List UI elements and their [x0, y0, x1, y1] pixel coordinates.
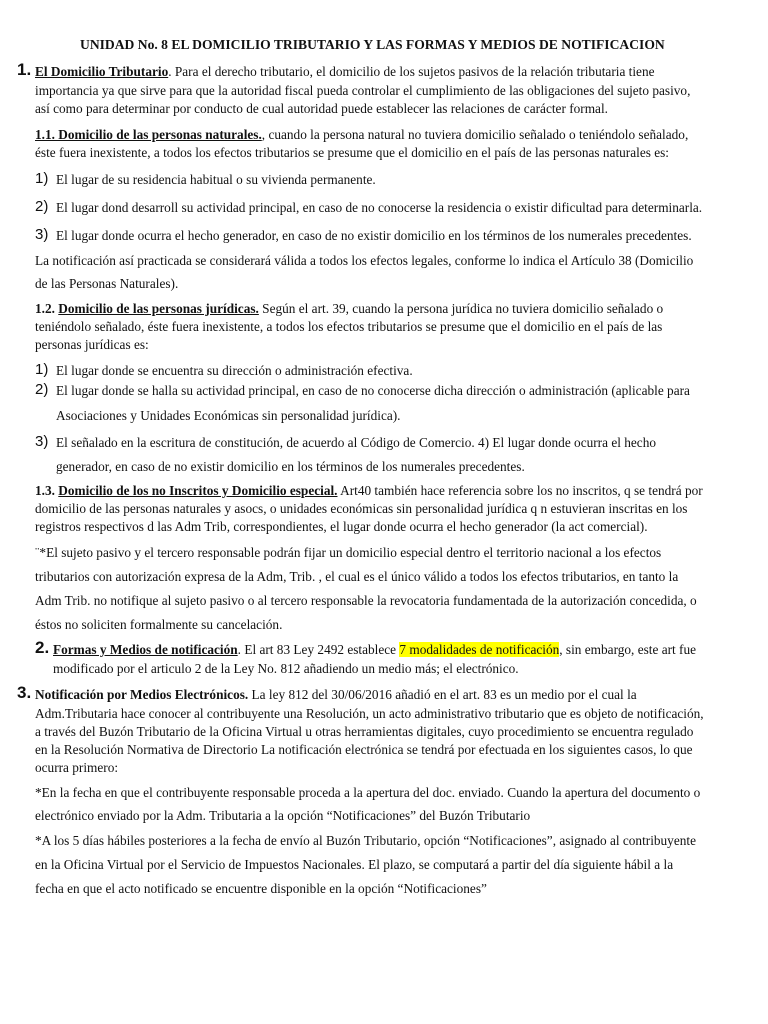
section-1-2-line-2: teniéndolo señalado, éste fuera inexistente, a todos los efectos tributarios se presume que el domicilio en el país de las [35, 319, 663, 334]
section-1-3-line-1: 1.3. Domicilio de los no Inscritos y Domicilio especial. Art40 también hace referencia sobre los no inscritos, q se tendrá por [35, 483, 703, 498]
section-3-para-2a: *A los 5 días hábiles posteriores a la fecha de envío al Buzón Tributario, opción “Notificaciones”, asignado al contribuyente [35, 833, 696, 848]
list-item: El lugar donde ocurra el hecho generador, en caso de no existir domicilio en los términos de los numerales precedentes. [56, 228, 692, 243]
list-item-continued: generador, en caso de no existir domicilio en los términos de los numerales precedentes. [56, 459, 525, 474]
section-3-line-4: en la Resolución Normativa de Directorio La notificación electrónica se tendrá por efectuada en los siguientes casos, lo que [35, 742, 693, 757]
section-1-1-heading: 1.1. Domicilio de las personas naturales. [35, 127, 262, 142]
section-3-para-1a: *En la fecha en que el contribuyente responsable proceda a la apertura del doc. enviado. Cuando la apertura del documento o [35, 785, 701, 800]
list-number: 2) [35, 198, 49, 215]
section-1-3-para-2: tributarios con autorización expresa de la Adm, Trib. , el cual es el único válido a todos los efectos tributarios, en tanto la [35, 569, 679, 584]
section-1-1-note-2: de las Personas Naturales). [35, 276, 179, 291]
section-1-1-line-2: éste fuera inexistente, a todos los efectos tributarios se presume que el domicilio en el país de las personas naturales es: [35, 145, 669, 160]
list-item: El señalado en la escritura de constitución, de acuerdo al Código de Comercio. 4) El lugar donde ocurra el hecho [56, 435, 656, 450]
list-item: El lugar de su residencia habitual o su vivienda permanente. [56, 172, 376, 187]
section-1-3-heading: Domicilio de los no Inscritos y Domicilio especial. [58, 483, 338, 498]
section-1-2-heading: Domicilio de las personas jurídicas. [58, 301, 259, 316]
list-number: 1) [35, 361, 49, 378]
section-1-3-para-3: Adm Trib. no notifique al sujeto pasivo o al tercero responsable la revocatoria fundamentada de la autorización concedida, o [35, 593, 697, 608]
list-item: El lugar donde se halla su actividad principal, en caso de no conocerse dicha dirección o administración (aplicable para [56, 383, 690, 398]
list-item-continued: Asociaciones y Unidades Económicas sin personalidad jurídica). [56, 408, 401, 423]
section-3-line-3: a través del Buzón Tributario de la Oficina Virtual u otras herramientas digitales, cuyo procedimiento se encuentra regulado [35, 724, 694, 739]
list-item: El lugar donde se encuentra su dirección o administración efectiva. [56, 363, 413, 378]
section-2-line-1: Formas y Medios de notificación. El art 83 Ley 2492 establece 7 modalidades de notificación, sin embargo, este art fue [53, 642, 697, 657]
list-item: El lugar dond desarroll su actividad principal, en caso de no conocerse la residencia o existir dificultad para determinarla. [56, 200, 703, 215]
section-1-3-line-2: domicilio de las personas naturales y asocs, o unidades económicas sin personalidad jurídica q n estuvieran inscritas en los [35, 501, 688, 516]
section-3-para-2b: en la Oficina Virtual por el Servicio de Impuestos Nacionales. El plazo, se computará a partir del día siguiente hábil a la [35, 857, 674, 872]
section-1-1-line-1: 1.1. Domicilio de las personas naturales., cuando la persona natural no tuviera domicilio señalado o teniéndolo señalado, [35, 127, 689, 142]
section-3-line-2: Adm.Tributaria hace conocer al contribuyente una Resolución, un acto administrativo tributario que es objeto de notificación, [35, 706, 704, 721]
section-1-3-para-4: éstos no soliciten formalmente su cancelación. [35, 617, 283, 632]
section-1-3-line-3: registros respectivos d las Adm Trib, correspondientes, el lugar donde ocurra el hecho generador (la act comercial). [35, 519, 648, 534]
page-title: UNIDAD No. 8 EL DOMICILIO TRIBUTARIO Y LAS FORMAS Y MEDIOS DE NOTIFICACION [80, 37, 665, 52]
section-2-number: 2. [35, 638, 50, 657]
section-3-heading: Notificación por Medios Electrónicos. [35, 687, 249, 702]
section-3-para-2c: fecha en que el acto notificado se encuentre disponible en la opción “Notificaciones” [35, 881, 487, 896]
section-1-line-3: así como para determinar por conducto de cual autoridad puede establecer las relaciones de carácter formal. [35, 101, 608, 116]
section-2-line-2: modificado por el articulo 2 de la Ley No. 812 añadiendo un medio más; el electrónico. [53, 661, 519, 676]
section-3-para-1b: electrónico enviado por la Adm. Tributaria a la opción “Notificaciones” del Buzón Tributario [35, 808, 531, 823]
section-1-2-line-1: 1.2. Domicilio de las personas jurídicas. Según el art. 39, cuando la persona jurídica no tuviera domicilio señalado o [35, 301, 664, 316]
section-3-line-1: Notificación por Medios Electrónicos. La ley 812 del 30/06/2016 añadió en el art. 83 es un medio por el cual la [35, 687, 637, 702]
section-3-line-5: ocurra primero: [35, 760, 119, 775]
section-1-2-line-3: personas jurídicas es: [35, 337, 149, 352]
highlighted-text: 7 modalidades de notificación [399, 642, 560, 657]
section-1-line-2: importancia ya que sirve para que la autoridad fiscal pueda controlar el cumplimiento de las obligaciones del sujeto pasivo, [35, 83, 691, 98]
section-1-3-para-1: ¨*El sujeto pasivo y el tercero responsable podrán fijar un domicilio especial dentro el territorio nacional a los efectos [35, 545, 662, 560]
list-number: 2) [35, 381, 49, 398]
section-1-line-1: El Domicilio Tributario. Para el derecho tributario, el domicilio de los sujetos pasivos de la relación tributaria tiene [35, 64, 655, 79]
section-2-heading: Formas y Medios de notificación [53, 642, 238, 657]
list-number: 1) [35, 170, 49, 187]
section-1-heading: El Domicilio Tributario [35, 64, 169, 79]
list-number: 3) [35, 226, 49, 243]
list-number: 3) [35, 433, 49, 450]
section-1-number: 1. [17, 60, 32, 79]
section-1-1-note-1: La notificación así practicada se considerará válida a todos los efectos legales, conforme lo indica el Artículo 38 (Domicilio [35, 253, 694, 268]
section-3-number: 3. [17, 683, 32, 702]
